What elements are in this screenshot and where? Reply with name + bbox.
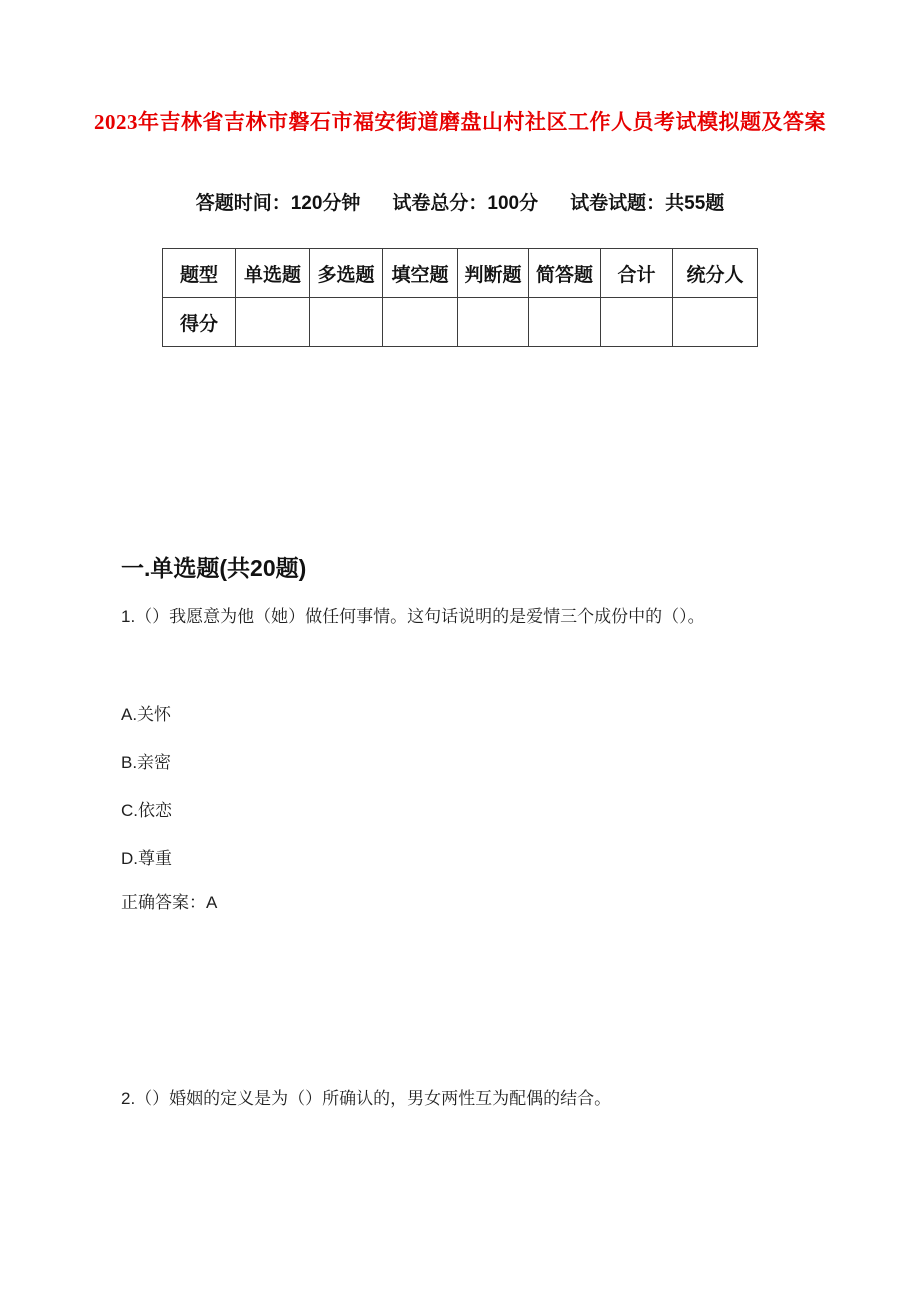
meta-answer-time: 答题时间：120分钟 — [195, 193, 361, 214]
score-table-header-question-type: 题型 — [163, 249, 236, 298]
score-cell-empty — [601, 298, 673, 347]
score-table — [162, 248, 758, 347]
score-cell-empty — [458, 298, 529, 347]
exam-title: 2023年吉林省吉林市磐石市福安街道磨盘山村社区工作人员考试模拟题及答案 — [94, 110, 826, 134]
score-table-header-tallier: 统分人 — [673, 249, 758, 298]
score-table-header-row — [163, 249, 758, 298]
question-1-option-d: D.尊重 — [121, 849, 172, 868]
question-1-option-b: B.亲密 — [121, 753, 172, 772]
score-cell-empty — [673, 298, 758, 347]
score-cell-empty — [236, 298, 310, 347]
score-cell-empty — [310, 298, 383, 347]
question-1-correct-answer: 正确答案：A — [121, 893, 218, 912]
score-table-score-row — [163, 298, 758, 347]
score-cell-empty — [383, 298, 458, 347]
exam-meta-row — [0, 188, 920, 215]
question-1-text: 1.（）我愿意为他（她）做任何事情。这句话说明的是爱情三个成份中的（）。 — [121, 607, 705, 626]
score-table-header-total: 合计 — [601, 249, 673, 298]
meta-total-score: 试卷总分：100分 — [392, 193, 539, 214]
meta-question-count: 试卷试题：共55题 — [570, 193, 725, 214]
question-1-option-a: A.关怀 — [121, 705, 172, 724]
score-table-header-single-choice: 单选题 — [236, 249, 310, 298]
section-heading-single-choice: 一.单选题(共20题) — [121, 555, 307, 581]
score-table-header-multi-choice: 多选题 — [310, 249, 383, 298]
score-cell-empty — [529, 298, 601, 347]
score-row-label: 得分 — [163, 298, 236, 347]
score-table-header-short-answer: 简答题 — [529, 249, 601, 298]
question-1-option-c: C.依恋 — [121, 801, 172, 820]
score-table-header-fill-blank: 填空题 — [383, 249, 458, 298]
score-table-header-true-false: 判断题 — [458, 249, 529, 298]
question-2-text: 2.（）婚姻的定义是为（）所确认的，男女两性互为配偶的结合。 — [121, 1089, 612, 1108]
